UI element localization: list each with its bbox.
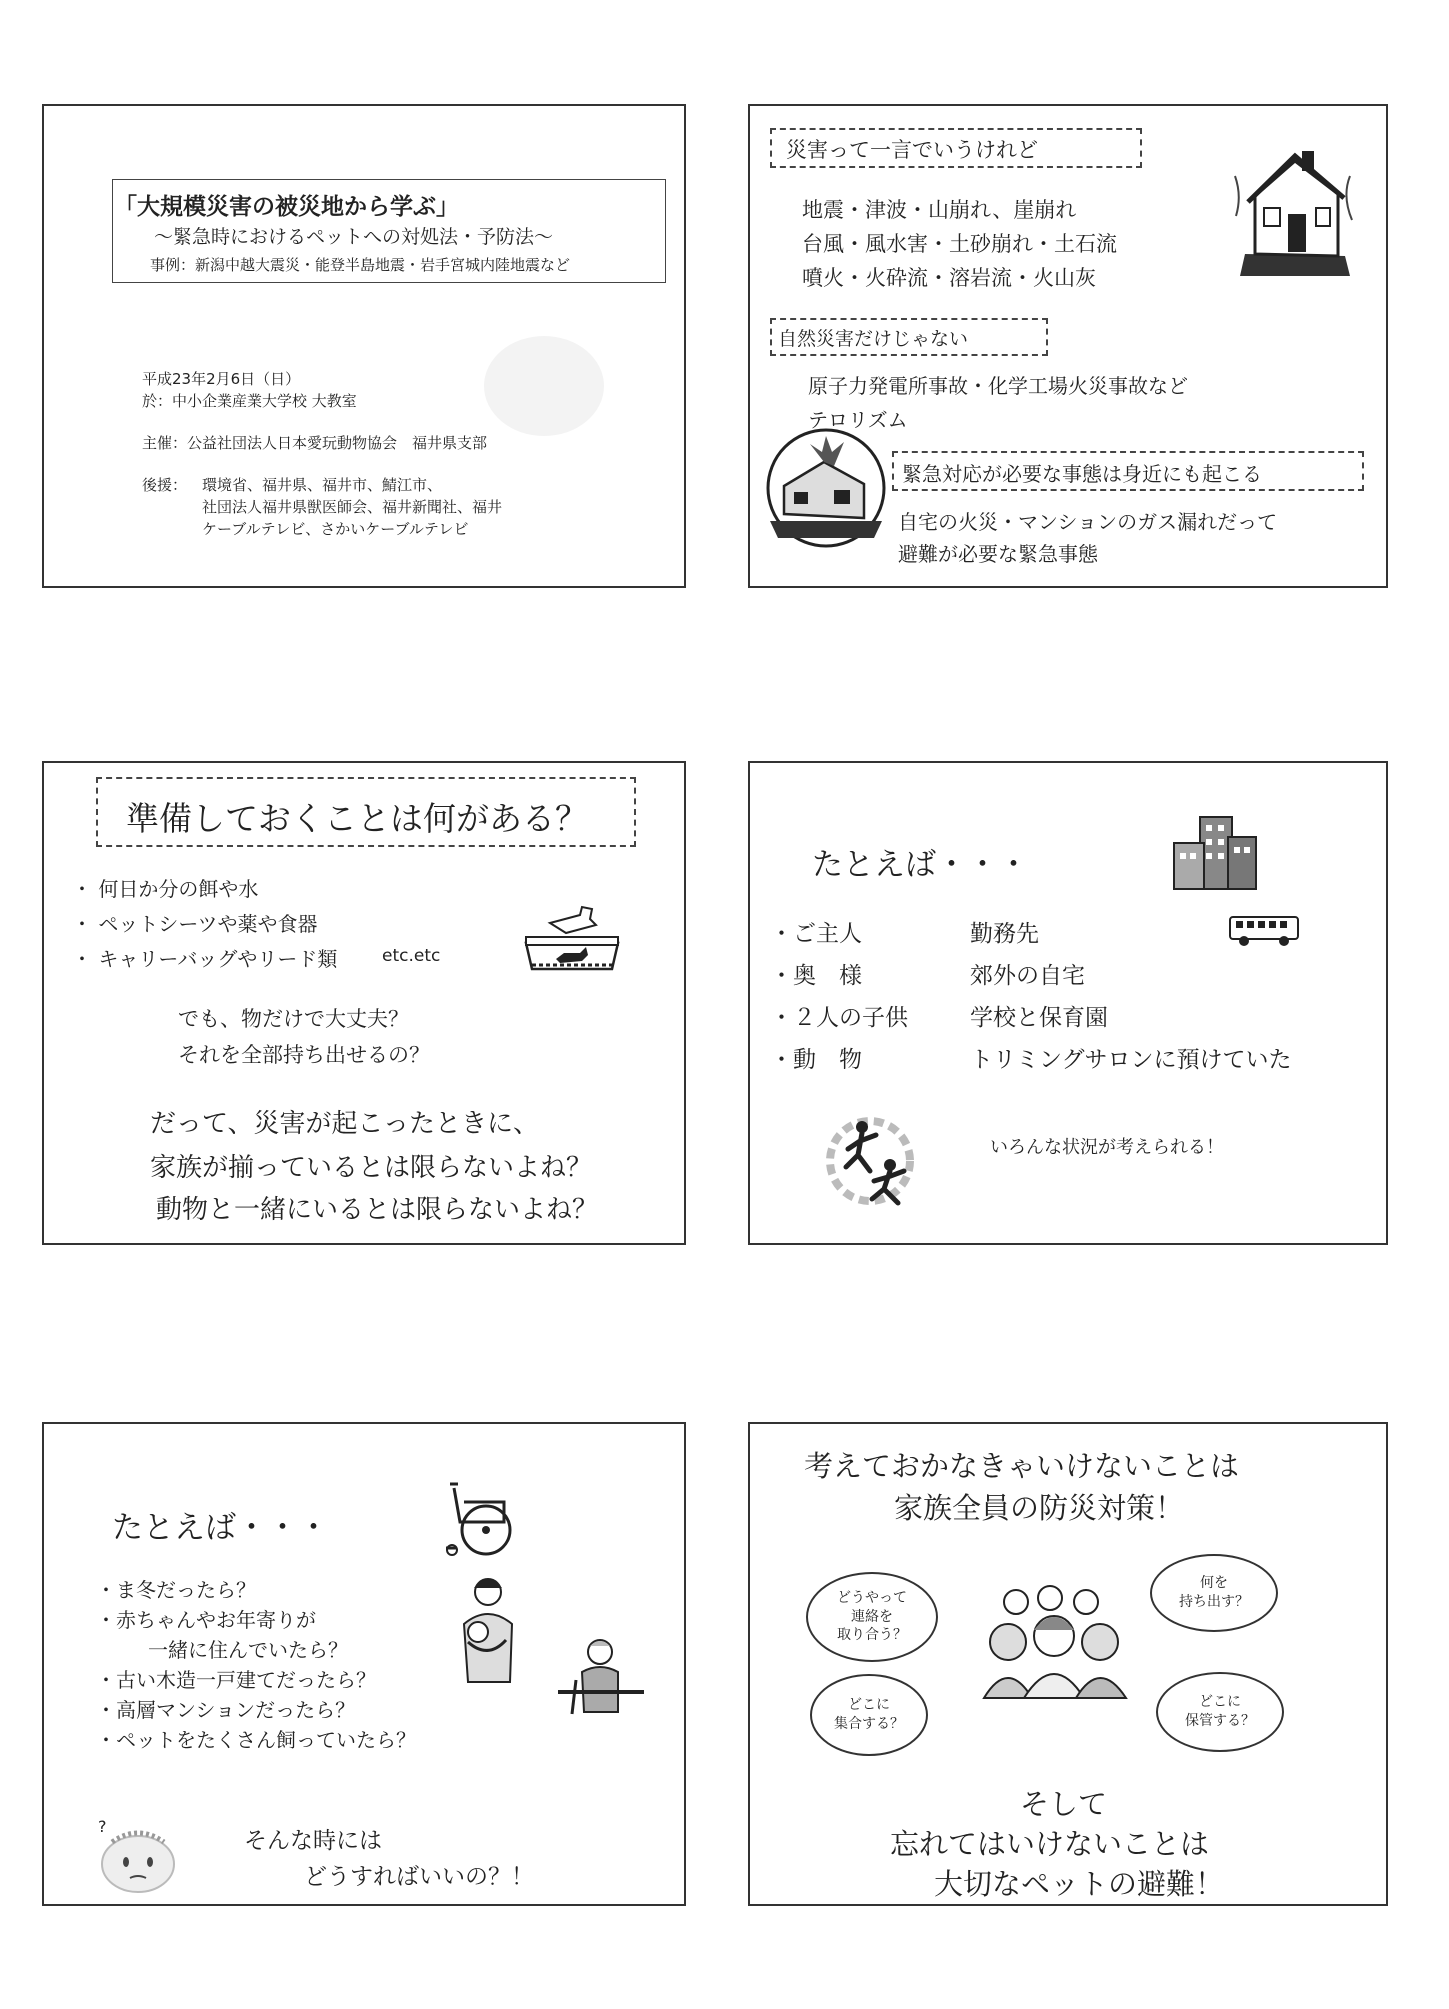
support-line: ケーブルテレビ、さかいケーブルテレビ — [202, 520, 469, 538]
closing-line: 大切なペットの避難！ — [934, 1867, 1225, 1901]
family-location: 郊外の自宅 — [970, 963, 1085, 989]
bus-icon — [1228, 913, 1302, 947]
nearby-heading: 緊急対応が必要な事態は身近にも起こる — [902, 462, 1262, 486]
family-location: トリミングサロンに預けていた — [970, 1047, 1292, 1073]
scenario-item: 一緒に住んでいたら？ — [148, 1638, 348, 1662]
seminar-subtitle: ～緊急時におけるペットへの対処法・予防法～ — [154, 226, 554, 248]
seminar-venue: 於：中小企業産業大学校 大教室 — [142, 392, 357, 410]
slide-1 — [42, 104, 686, 588]
scenario-item: ・ま冬だったら？ — [96, 1578, 256, 1602]
preparation-item: ・ ペットシーツや薬や食器 — [72, 912, 318, 936]
svg-text:?: ? — [98, 1817, 107, 1836]
preparation-item: ・ 何日か分の餌や水 — [72, 877, 259, 901]
support-line: 環境省、福井県、福井市、鯖江市、 — [202, 476, 443, 494]
mother-baby-icon — [454, 1574, 524, 1684]
preparation-item: ・ キャリーバッグやリード類 — [72, 947, 338, 971]
family-location: 勤務先 — [970, 921, 1039, 947]
house-fire-icon — [764, 426, 889, 551]
closing-line: そして — [1020, 1787, 1108, 1821]
natural-disaster-line: 台風・風水害・土砂崩れ・土石流 — [802, 232, 1117, 256]
elderly-person-icon — [556, 1636, 646, 1716]
speech-bubble: どこに 保管する？ — [1156, 1672, 1284, 1752]
nearby-line: 自宅の火災・マンションのガス漏れだって — [898, 510, 1278, 534]
conclusion-line: 動物と一緒にいるとは限らないよね？ — [156, 1195, 599, 1225]
closing-question: そんな時には — [244, 1828, 382, 1854]
scenario-item: ・高層マンションだったら？ — [96, 1698, 356, 1722]
speech-bubble: どこに 集合する？ — [810, 1674, 928, 1756]
seminar-title: 「大規模災害の被災地から学ぶ」 — [114, 194, 459, 220]
support-label: 後援： — [142, 476, 188, 494]
family-member: ・２人の子供 — [770, 1005, 908, 1031]
wheelchair-icon — [434, 1474, 524, 1558]
scenario-item: ・古い木造一戸建てだったら？ — [96, 1668, 376, 1692]
family-member: ・動 物 — [770, 1047, 862, 1073]
disaster-heading: 災害って一言でいうけれど — [786, 138, 1038, 162]
slide-3 — [42, 761, 686, 1245]
nearby-line: 避難が必要な緊急事態 — [898, 542, 1098, 566]
speech-bubble: どうやって 連絡を 取り合う？ — [806, 1572, 938, 1662]
question-line: それを全部持ち出せるの？ — [178, 1043, 430, 1067]
manmade-heading: 自然災害だけじゃない — [778, 328, 969, 350]
seminar-date: 平成23年2月6日（日） — [142, 370, 301, 388]
natural-disaster-line: 地震・津波・山崩れ、崖崩れ — [802, 198, 1077, 222]
scenario-item: ・ペットをたくさん飼っていたら？ — [96, 1728, 416, 1752]
faded-watermark — [484, 336, 604, 436]
example-heading: たとえば・・・ — [812, 847, 1029, 883]
seminar-examples: 事例：新潟中越大震災・能登半島地震・岩手宮城内陸地震など — [150, 256, 571, 274]
preparation-heading: 準備しておくことは何がある？ — [126, 799, 588, 838]
closing-question: どうすればいいの？！ — [304, 1864, 534, 1890]
support-line: 社団法人福井県獣医師会、福井新聞社、福井 — [202, 498, 503, 516]
family-group-icon — [980, 1584, 1130, 1700]
slide-2 — [748, 104, 1388, 588]
conclusion-line: 家族が揃っているとは限らないよね？ — [150, 1153, 593, 1183]
manmade-line: テロリズム — [808, 408, 908, 432]
speech-bubble: 何を 持ち出す？ — [1150, 1554, 1278, 1632]
family-member: ・ご主人 — [770, 921, 862, 947]
seminar-organizer: 主催：公益社団法人日本愛玩動物協会 福井県支部 — [142, 434, 488, 452]
slide-4 — [748, 761, 1388, 1245]
scenario-item: ・赤ちゃんやお年寄りが — [96, 1608, 316, 1632]
confused-face-icon — [84, 1814, 180, 1894]
example-heading: たとえば・・・ — [112, 1510, 329, 1546]
closing-line: 忘れてはいけないことは — [890, 1827, 1210, 1861]
pet-bowl-icon — [520, 903, 624, 975]
running-people-icon — [810, 1113, 930, 1209]
slide-6 — [748, 1422, 1388, 1906]
collapsed-house-icon — [1230, 136, 1360, 286]
family-location: 学校と保育園 — [970, 1005, 1108, 1031]
situation-note: いろんな状況が考えられる！ — [990, 1137, 1224, 1158]
office-building-icon — [1170, 813, 1260, 893]
family-member: ・奥 様 — [770, 963, 862, 989]
etc-label: etc.etc — [382, 946, 441, 966]
manmade-line: 原子力発電所事故・化学工場火災事故など — [808, 374, 1188, 398]
question-line: でも、物だけで大丈夫？ — [178, 1007, 409, 1031]
plan-heading: 家族全員の防災対策！ — [894, 1491, 1185, 1525]
conclusion-line: だって、災害が起こったときに、 — [150, 1109, 539, 1139]
plan-heading: 考えておかなきゃいけないことは — [804, 1449, 1240, 1483]
natural-disaster-line: 噴火・火砕流・溶岩流・火山灰 — [802, 266, 1096, 290]
slide-5 — [42, 1422, 686, 1906]
